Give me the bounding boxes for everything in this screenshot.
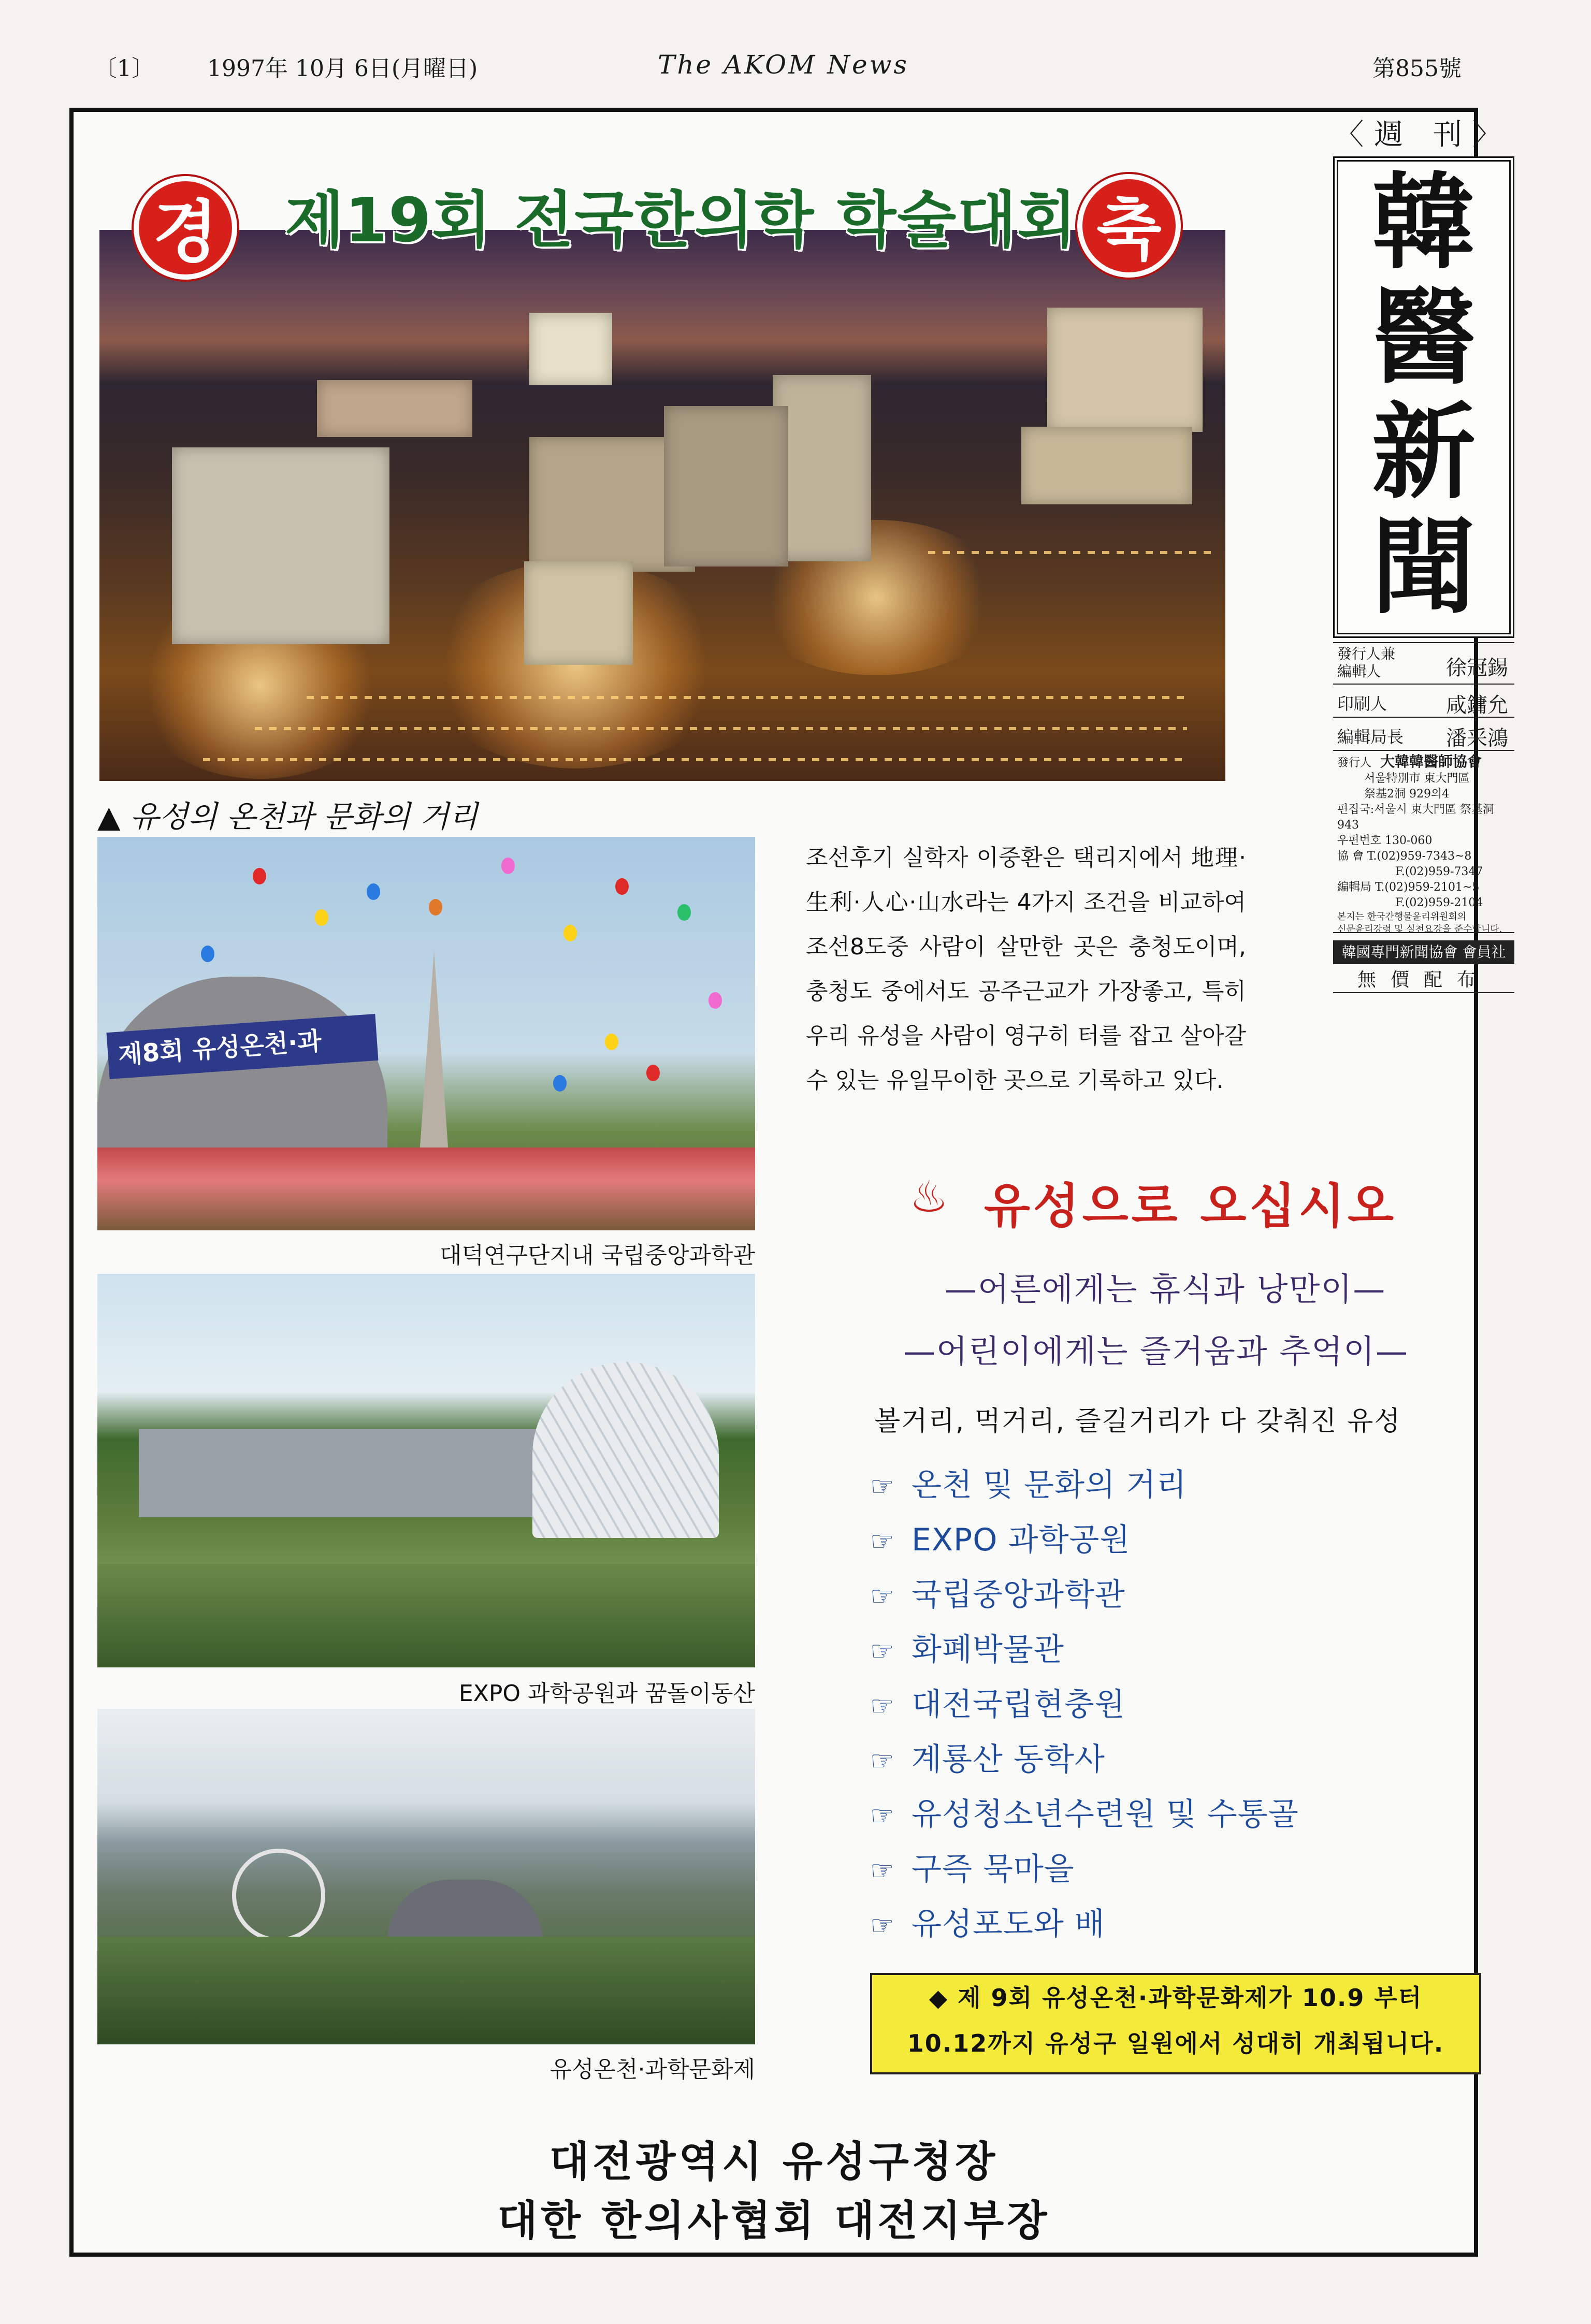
attraction-item [870, 1735, 1105, 1779]
pointing-hand-icon: ☞ [870, 1855, 895, 1886]
edition-number: 第855號 [1372, 55, 1462, 82]
title-char: 新 [1371, 391, 1476, 513]
ethics-note: 신문윤리강령 및 실천요강을 준수합니다. [1337, 924, 1502, 935]
publisher-org: 大韓韓醫師協會 [1380, 753, 1482, 770]
pointing-hand-icon: ☞ [870, 1636, 895, 1667]
fax: F.(02)959-2104 [1395, 896, 1483, 909]
pointing-hand-icon: ☞ [870, 1746, 895, 1777]
festival-banner: 제8회 유성온천·과 [106, 1014, 378, 1079]
attraction-label: 화폐박물관 [912, 1632, 1064, 1668]
postal-code: 우편번호 130-060 [1337, 834, 1433, 847]
publisher-address: 祭基2洞 929의4 [1364, 788, 1450, 801]
editorial-address: 편집국:서울시 東大門區 祭基洞 943 [1337, 803, 1494, 832]
attraction-label: 대전국립현충원 [912, 1687, 1125, 1723]
free-distribution-label: 無價配布 [1333, 968, 1514, 993]
attraction-item [870, 1790, 1299, 1834]
balloons-photo-caption: 대덕연구단지내 국립중앙과학관 [439, 1242, 755, 1269]
publisher-label: 發行人 [1337, 757, 1372, 769]
festival-photo-caption: 유성온천·과학문화제 [549, 2056, 755, 2083]
pointing-hand-icon: ☞ [870, 1471, 895, 1502]
attraction-item [870, 1625, 1064, 1669]
celebration-seal-left: 경 [134, 176, 237, 280]
science-museum-balloons-photo [97, 837, 755, 1230]
ad-headline: 유성으로 오십시오 [984, 1179, 1397, 1234]
festival-notice-line: 10.12까지 유성구 일원에서 성대히 개최됩니다. [907, 2029, 1444, 2057]
title-char: 韓 [1371, 162, 1476, 283]
attraction-item [870, 1844, 1075, 1889]
pointing-hand-icon: ☞ [870, 1910, 895, 1941]
intro-paragraph: 조선후기 실학자 이중환은 택리지에서 地理·生利·人心·山水라는 4가지 조건을 비교하여 조선8도중 사람이 살만한 곳은 충청도이며, 충청도 중에서도 공주근교가 가장좋고, 특히 우리 유성을 사람이 영구히 터를 잡고 살아갈 수 있는 유일무이한 곳으로 기록하고 있다. [806, 845, 1246, 1094]
pointing-hand-icon: ☞ [870, 1691, 895, 1722]
attraction-item [870, 1515, 1130, 1560]
festival-notice-line: ◆ 제 9회 유성온천·과학문화제가 10.9 부터 [929, 1984, 1423, 2012]
ad-subcopy-adults: —어른에게는 휴식과 낭만이— [945, 1270, 1386, 1308]
sponsor-line: 대한 한의사협회 대전지부장 [497, 2197, 1050, 2245]
masthead-title: The AKOM News [658, 50, 909, 80]
ad-tagline: 볼거리, 먹거리, 즐길거리가 다 갖춰진 유성 [874, 1406, 1401, 1437]
publisher-info [1333, 750, 1514, 933]
association-member-badge: 韓國專門新聞協會 會員社 [1333, 940, 1514, 964]
pointing-hand-icon: ☞ [870, 1526, 895, 1557]
attraction-item [870, 1460, 1187, 1505]
staff-editor-in-chief [1333, 717, 1514, 750]
pointing-hand-icon: ☞ [870, 1800, 895, 1832]
conference-title: 제19회 전국한의학 학술대회 [285, 184, 1078, 256]
attraction-item [870, 1570, 1125, 1615]
ethics-note: 본지는 한국간행물윤리위원회의 [1337, 911, 1467, 922]
sponsor-line: 대전광역시 유성구청장 [549, 2138, 999, 2186]
hero-photo-caption: ▲ 유성의 온천과 문화의 거리 [97, 799, 478, 834]
celebration-seal-right: 축 [1077, 174, 1181, 278]
hot-spring-festival-photo [97, 1709, 755, 2044]
attraction-label: 계룡산 동학사 [912, 1741, 1105, 1778]
attraction-label: 국립중앙과학관 [912, 1577, 1125, 1613]
yuseong-night-photo [99, 230, 1225, 781]
staff-name: 咸鏞允 [1446, 693, 1508, 717]
issue-number: 〔1〕 [94, 55, 154, 82]
newspaper-title-box [1333, 156, 1514, 638]
title-char: 醫 [1371, 277, 1476, 398]
phone: 協 會 T.(02)959-7343~8 [1337, 850, 1472, 863]
staff-printer [1333, 684, 1514, 717]
fax: F.(02)959-7347 [1395, 865, 1483, 878]
festival-notice-box [870, 1973, 1481, 2074]
attraction-item [870, 1680, 1125, 1724]
staff-role: 發行人兼 編輯人 [1337, 645, 1396, 680]
attraction-label: 온천 및 문화의 거리 [912, 1467, 1187, 1503]
hot-spring-icon: ♨ [909, 1171, 949, 1222]
attraction-label: EXPO 과학공원 [912, 1522, 1131, 1558]
publisher-address: 서울特別市 東大門區 [1364, 772, 1470, 785]
staff-name: 徐冠錫 [1446, 656, 1508, 680]
phone: 編輯局 T.(02)959-2101~5 [1337, 881, 1480, 894]
issue-date: 1997年 10月 6日(月曜日) [207, 55, 478, 82]
pointing-hand-icon: ☞ [870, 1581, 895, 1612]
staff-role: 印刷人 [1337, 694, 1387, 714]
attraction-label: 유성청소년수련원 및 수통골 [912, 1796, 1299, 1833]
staff-name: 潘采鴻 [1446, 727, 1508, 750]
title-char: 聞 [1371, 506, 1476, 628]
expo-science-park-photo [97, 1274, 755, 1667]
staff-role: 編輯局長 [1337, 727, 1404, 747]
weekly-label: 〈週 刊〉 [1335, 118, 1512, 152]
attraction-label: 구즉 묵마을 [912, 1851, 1075, 1887]
attraction-item [870, 1899, 1105, 1944]
staff-publisher-editor [1333, 642, 1514, 685]
ad-subcopy-children: —어린이에게는 즐거움과 추억이— [903, 1332, 1409, 1370]
attraction-label: 유성포도와 배 [912, 1906, 1105, 1942]
expo-photo-caption: EXPO 과학공원과 꿈돌이동산 [458, 1680, 755, 1707]
